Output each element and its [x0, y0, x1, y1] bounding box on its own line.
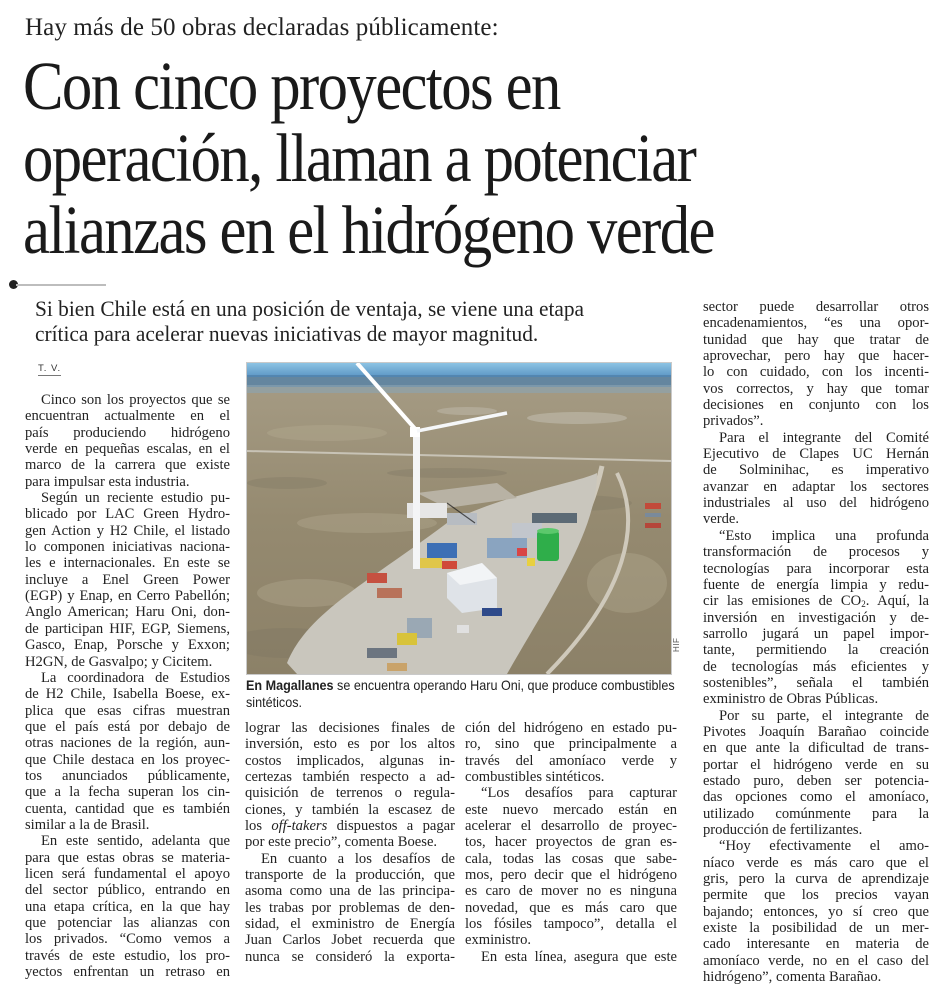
text-line: certezas también respecto a ad-: [245, 769, 455, 786]
text-line: este nuevo mercado están en: [465, 801, 677, 818]
text-line: de H2 Chile, Isabella Boese, ex-: [25, 686, 230, 703]
paragraph: [703, 299, 929, 430]
deck-line-2: crítica para acelerar nuevas iniciativas de mayor magnitud.: [35, 321, 539, 346]
paragraph: [465, 949, 677, 965]
caption-line-1: [246, 677, 675, 694]
text-line: en que ante la dificultad de trans-: [703, 740, 929, 757]
text-line: La coordinadora de Estudios: [41, 669, 230, 686]
paragraph: [245, 851, 455, 965]
text-line: cala, todas las cosas que sabe-: [465, 850, 677, 867]
paragraph: [25, 670, 230, 833]
text-line: verde.: [703, 511, 740, 528]
text-line: producción de fertilizantes.: [703, 822, 863, 838]
text-line: lo con cuidado, con los incenti-: [703, 364, 929, 381]
headline-line-3: alianzas en el hidrógeno verde: [23, 192, 714, 268]
text-line: por este precio”, comenta Boese.: [245, 834, 438, 851]
text-line: incluye a Enel Green Power: [25, 571, 230, 588]
text-line: (EGP) y Enap, en Cerro Pabellón;: [25, 588, 230, 605]
text-line: yectos enfrentan un retraso en: [25, 964, 230, 981]
paragraph: [703, 838, 929, 985]
article-kicker: Hay más de 50 obras declaradas públicamente:: [25, 14, 499, 41]
text-line: bajando; entonces, yo sí creo que: [703, 903, 929, 920]
paragraph: [245, 720, 455, 851]
text-line: transporte de la producción, que: [245, 867, 455, 884]
text-line: plica que esas cifras muestran: [25, 702, 230, 719]
paragraph: [465, 720, 677, 785]
headline-line-2: operación, llaman a potenciar: [23, 120, 696, 196]
article-headline: [23, 50, 815, 266]
text-line: gen Action y H2 Chile, el listado: [25, 522, 230, 539]
text-line: Según un reciente estudio pu-: [41, 490, 230, 507]
paragraph: [465, 785, 677, 948]
text-line: tos anunciados públicamente,: [25, 767, 230, 784]
text-line: [703, 593, 929, 609]
body-column-2: [245, 720, 455, 965]
text-line: Ejecutivo de Clapes UC Hernán: [703, 446, 929, 463]
text-line: Pivotes Joaquín Barañao coincide: [703, 723, 929, 740]
text-fragment: . Aquí, la: [865, 593, 929, 610]
text-line: quisición de terrenos o regula-: [245, 785, 455, 802]
text-line: es caro de mover no es ninguna: [465, 883, 677, 900]
article-photo: [246, 362, 672, 675]
text-line: marco de la carrera que existe: [25, 457, 230, 474]
text-line: exministro.: [465, 932, 532, 949]
text-line: ro, sino que principalmente a: [465, 736, 677, 753]
text-line: encuentran actualmente en el: [25, 408, 230, 425]
text-line: sector puede desarrollar otros: [703, 299, 929, 315]
paragraph: [25, 490, 230, 670]
headline-line-1: Con cinco proyectos en: [23, 48, 560, 124]
text-line: otras naciones de la región, aun-: [25, 735, 230, 752]
text-line: licen será fundamental el apoyo: [25, 865, 230, 882]
text-line: cado interesante en materia de: [703, 936, 929, 953]
text-line: Cinco son los proyectos que se: [41, 392, 230, 408]
paragraph: [703, 430, 929, 528]
text-line: “Hoy efectivamente el amo-: [719, 838, 929, 855]
text-line: de Solminihac, es imperativo: [703, 462, 929, 479]
text-line: vos correctos, y hay que tomar: [703, 380, 929, 397]
text-line: les trabas por problemas de den-: [245, 899, 455, 916]
text-line: decisiones en conjunto con los: [703, 397, 929, 414]
text-line: H2GN, de Gasvalpo; y Cicitem.: [25, 653, 213, 670]
text-fragment: cir las emisiones de CO: [703, 593, 862, 610]
text-line: similar a la de Brasil.: [25, 816, 150, 833]
text-line: transformación de procesos y: [703, 544, 929, 561]
text-line: de tecnologías más eficientes y: [703, 658, 929, 675]
text-line: cuenta, cantidad que es también: [25, 800, 230, 817]
text-line: país produciendo hidrógeno: [25, 424, 230, 441]
text-line: sarrollo jugará un papel impor-: [703, 625, 929, 642]
text-line: tos, hacer proyectos de gran es-: [465, 834, 677, 851]
text-line: gris, pero la curva de aprendizaje: [703, 871, 929, 888]
text-line: existe la posibilidad de un mer-: [703, 920, 929, 937]
paragraph: [25, 833, 230, 980]
text-line: nunca se consideró la exporta-: [245, 948, 455, 965]
text-line: “Esto implica una profunda: [719, 527, 929, 544]
paragraph: [703, 528, 929, 708]
body-column-1: [25, 392, 230, 980]
text-line: exministro de Obras Públicas.: [703, 691, 879, 708]
byline: T. V.: [38, 363, 62, 374]
text-line: [245, 818, 455, 834]
article-deck: [35, 296, 681, 346]
text-line: inversión en investigación y de-: [703, 609, 929, 626]
paragraph: [703, 708, 929, 839]
text-line: lograr las decisiones finales de: [245, 720, 455, 736]
text-line: encadenamientos, “es una opor-: [703, 315, 929, 332]
text-line: Gasco, Enap, Porsche y Exxon;: [25, 637, 230, 654]
text-line: sidad, el exministro de Energía: [245, 916, 455, 933]
text-line: níaco verde es más caro que el: [703, 854, 929, 871]
text-fragment: dispuestos a pagar: [327, 818, 455, 835]
text-line: verde en pequeñas escalas, en el: [25, 441, 230, 458]
text-line: blicado por LAC Green Hydro-: [25, 506, 230, 523]
deck-line-1: Si bien Chile está en una posición de ventaja, se viene una etapa: [35, 296, 585, 321]
body-column-4: [703, 299, 929, 985]
caption-text: se encuentra operando Haru Oni, que produce combustibles: [333, 677, 675, 693]
wind-turbine-plant-image: [247, 363, 671, 674]
text-line: los privados. “Como vemos a: [25, 931, 230, 948]
text-line: En este sentido, adelanta que: [41, 833, 230, 850]
text-line: En esta línea, asegura que este: [481, 948, 677, 965]
text-line: acelerar el desarrollo de proyec-: [465, 818, 677, 835]
text-line: portar el hidrógeno verde en su: [703, 756, 929, 773]
text-line: inversión, esto es por los altos: [245, 736, 455, 753]
text-line: utilizado comúnmente para la: [703, 805, 929, 822]
text-line: “Los desafíos para capturar: [481, 785, 677, 802]
paragraph: [25, 392, 230, 490]
body-column-3: [465, 720, 677, 965]
photo-credit: HIF: [672, 637, 681, 652]
text-line: través de este estudio, los pro-: [25, 947, 230, 964]
caption-line-2: sintéticos.: [246, 693, 303, 710]
text-line: Por su parte, el integrante de: [719, 707, 929, 724]
text-line: una etapa crítica, en la que hay: [25, 898, 230, 915]
text-line: que a la fecha superan los cin-: [25, 784, 230, 801]
text-line: avanzar en adaptar los sectores: [703, 478, 929, 495]
text-line: industriales al uso del hidrógeno: [703, 495, 929, 512]
divider-rule: [16, 284, 106, 286]
text-line: tante, permitiendo la creación: [703, 642, 929, 659]
text-line: tecnologías para incorporar esta: [703, 560, 929, 577]
text-fragment: los: [245, 818, 272, 835]
text-line: para que estas obras se materia-: [25, 849, 230, 866]
text-line: Juan Carlos Jobet recuerda que: [245, 932, 455, 949]
text-line: aprovechar, pero hay que hacer-: [703, 348, 929, 365]
text-line: estado puro, deben ser potencia-: [703, 772, 929, 789]
text-line: ciones, y también la escasez de: [245, 801, 455, 818]
text-line: que el país está por debajo de: [25, 718, 230, 735]
text-line: mos, pero decir que el hidrógeno: [465, 867, 677, 884]
text-line: tunidad que hay que tratar de: [703, 331, 929, 348]
photo-caption: [246, 677, 675, 710]
text-line: costos implicados, algunas in-: [245, 752, 455, 769]
text-line: fuente de energía limpia y redu-: [703, 576, 929, 593]
text-line: ción del hidrógeno en estado pu-: [465, 720, 677, 736]
text-line: lo componen iniciativas naciona-: [25, 539, 230, 556]
text-line: para impulsar esta industria.: [25, 473, 190, 490]
text-line: que Chile destaca en los proyec-: [25, 751, 230, 768]
text-line: del sector público, entrando en: [25, 882, 230, 899]
text-line: los fósiles tampoco”, detalla el: [465, 916, 677, 933]
caption-lead: En Magallanes: [246, 677, 334, 693]
italic-term: off-takers: [271, 818, 328, 835]
text-line: das opciones como el amoníaco,: [703, 789, 929, 806]
text-line: les e internacionales. En este se: [25, 555, 230, 572]
text-line: combustibles sintéticos.: [465, 769, 605, 786]
text-line: Para el integrante del Comité: [719, 429, 929, 446]
text-line: permite que los precios vayan: [703, 887, 929, 904]
text-line: En cuanto a los desafíos de: [261, 850, 455, 867]
text-line: asoma como una de las principa-: [245, 883, 455, 900]
text-line: sostenibles”, señala el también: [703, 674, 929, 691]
text-line: amoníaco verde, no en el caso del: [703, 952, 929, 969]
text-line: de participan HIF, EGP, Siemens,: [25, 620, 230, 637]
text-line: novedad, que es más caro que: [465, 899, 677, 916]
text-line: que potenciar las alianzas con: [25, 915, 230, 931]
text-line: través del amoníaco verde y: [465, 752, 677, 769]
subscript: 2: [861, 599, 866, 610]
text-line: privados”.: [703, 413, 764, 430]
text-line: hidrógeno”, comenta Barañao.: [703, 969, 882, 986]
text-line: Anglo American; Haru Oni, don-: [25, 604, 230, 621]
